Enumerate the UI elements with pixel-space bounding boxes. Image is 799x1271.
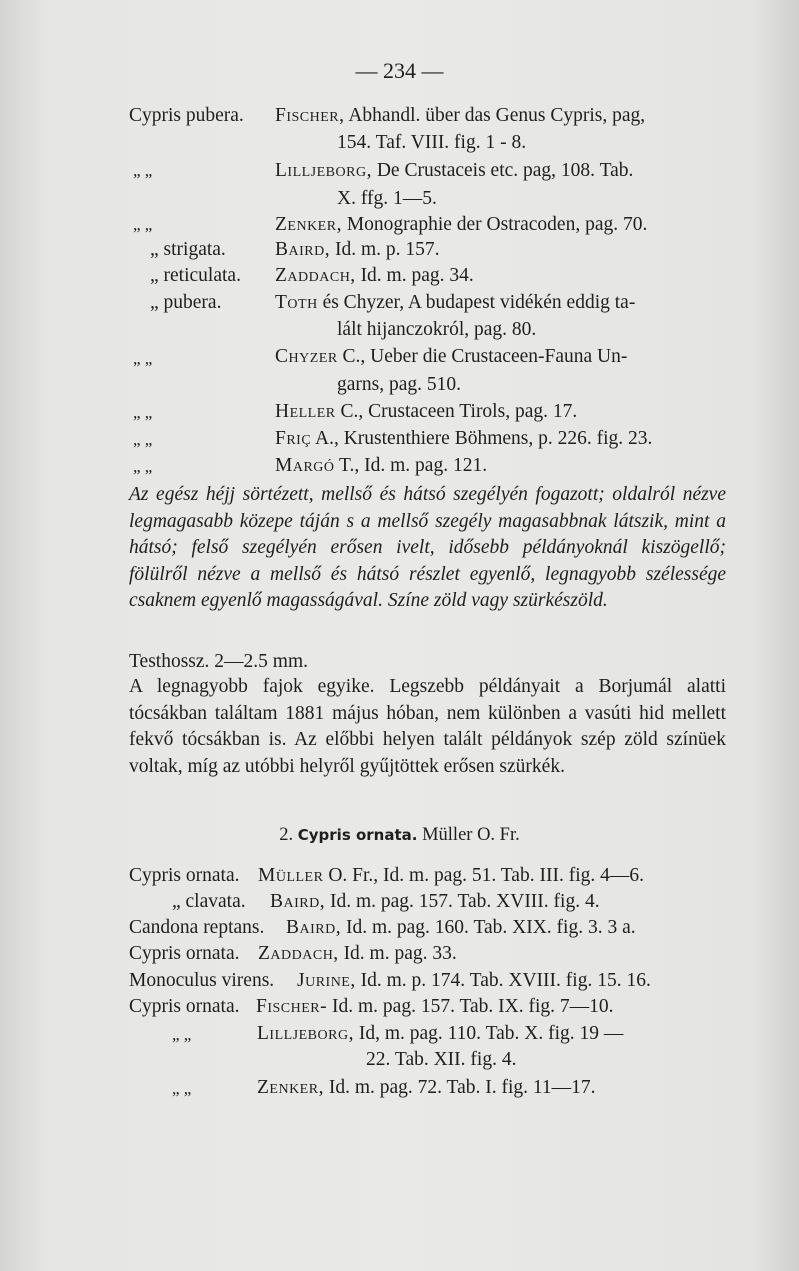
synonym-left: „ reticulata. xyxy=(150,265,241,286)
synonym-ref: Müller O. Fr., Id. m. pag. 51. Tab. III. fig. 4—6. xyxy=(258,865,644,886)
synonym-ref: Lilljeborg, Id, m. pag. 110. Tab. X. fig. 19 — xyxy=(257,1023,624,1044)
synonym-ref: Jurine, Id. m. p. 174. Tab. XVIII. fig. 15. 16. xyxy=(297,970,651,991)
synonym-left: Cypris pubera. xyxy=(129,105,244,126)
synonym-ref: Baird, Id. m. pag. 160. Tab. XIX. fig. 3. 3 a. xyxy=(286,917,636,938)
synonym-cont: garns, pag. 510. xyxy=(337,374,462,395)
synonym-left: Candona reptans. xyxy=(129,917,265,938)
synonym-left: Cypris ornata. xyxy=(129,943,240,964)
ditto-mark: „ „ xyxy=(133,161,153,180)
synonym-ref: Lilljeborg, De Crustaceis etc. pag, 108. Tab. xyxy=(275,160,634,181)
synonym-left: „ clavata. xyxy=(172,891,246,912)
synonym-ref: Zaddach, Id. m. pag. 34. xyxy=(275,265,474,286)
synonym-ref: Toth és Chyzer, A budapest vidékén eddig ta- xyxy=(275,292,636,313)
synonym-ref: Fischer, Abhandl. über das Genus Cypris, pag, xyxy=(275,105,646,126)
ditto-mark: „ „ xyxy=(172,1079,192,1098)
synonym-ref: Heller C., Crustaceen Tirols, pag. 17. xyxy=(275,401,578,422)
synonym-cont: 154. Taf. VIII. fig. 1 - 8. xyxy=(337,132,527,153)
synonym-cont: lált hijanczokról, pag. 80. xyxy=(337,319,537,340)
habitat-paragraph: A legnagyobb fajok egyike. Legszebb példányait a Borjumál alatti tócsákban találtam 1881 május hóban, nem különben a vasúti hid mellett fekvő tócsákban is. Az előbbi helyen talált példányok szép zöld színüek voltak, míg az utóbbi helyről gyűjtöttek erősen szürkék. xyxy=(129,676,726,777)
synonym-ref: Zenker, Monographie der Ostracoden, pag. 70. xyxy=(275,214,648,235)
species-heading: 2. Cypris ornata. Müller O. Fr. xyxy=(279,825,520,845)
synonym-ref: Zaddach, Id. m. pag. 33. xyxy=(258,943,457,964)
ditto-mark: „ „ xyxy=(133,457,153,476)
synonym-ref: Baird, Id. m. pag. 157. Tab. XVIII. fig. 4. xyxy=(270,891,600,912)
synonym-left: „ pubera. xyxy=(150,292,222,313)
ditto-mark: „ „ xyxy=(133,349,153,368)
synonym-cont: 22. Tab. XII. fig. 4. xyxy=(366,1049,517,1070)
ditto-mark: „ „ xyxy=(133,403,153,422)
synonym-ref: Baird, Id. m. p. 157. xyxy=(275,239,440,260)
synonym-ref: Chyzer C., Ueber die Crustaceen-Fauna Un- xyxy=(275,346,628,367)
synonym-ref: Fischer- Id. m. pag. 157. Tab. IX. fig. 7—10. xyxy=(256,996,614,1017)
synonym-cont: X. ffg. 1—5. xyxy=(337,188,437,209)
synonym-ref: Friç A., Krustenthiere Böhmens, p. 226. fig. 23. xyxy=(275,428,653,449)
ditto-mark: „ „ xyxy=(133,430,153,449)
ditto-mark: „ „ xyxy=(133,215,153,234)
synonym-left: Cypris ornata. xyxy=(129,996,240,1017)
synonym-left: Cypris ornata. xyxy=(129,865,240,886)
synonym-left: Monoculus virens. xyxy=(129,970,275,991)
synonym-ref: Margó T., Id. m. pag. 121. xyxy=(275,455,488,476)
synonym-ref: Zenker, Id. m. pag. 72. Tab. I. fig. 11—17. xyxy=(257,1077,596,1098)
body-length: Testhossz. 2—2.5 mm. xyxy=(129,651,309,672)
ditto-mark: „ „ xyxy=(172,1025,192,1044)
page-number: — 234 — xyxy=(355,58,444,83)
species-description: Az egész héjj sörtézett, mellső és hátsó szegélyén fogazott; oldalról nézve legmagasabb közepe táján s a mellső szegély magasabbnak látszik, mint a hátsó; felső szegélyén erősen ivelt, idősebb példányoknál kiszögellő; fölülről nézve a mellső és hátsó részlet egyenlő, legnagyobb szélessége csaknem egyenlő magasságával. Színe zöld vagy szürkészöld. xyxy=(129,484,726,611)
synonym-left: „ strigata. xyxy=(150,239,226,260)
